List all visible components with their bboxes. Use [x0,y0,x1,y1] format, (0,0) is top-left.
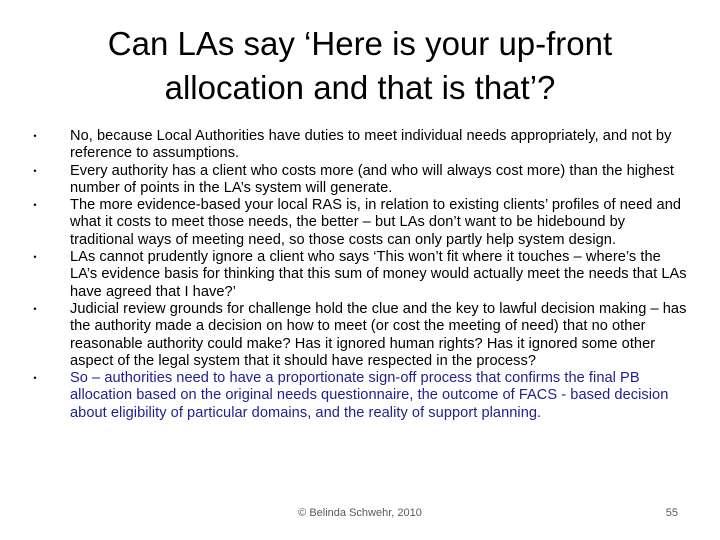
bullet-item-judicial-review [30,301,690,370]
bullet-dot: • [33,373,37,384]
bullet-dot: • [33,252,37,263]
slide-title [40,22,680,110]
bullet-item-duties [30,128,690,163]
bullet-list [30,128,690,422]
bullet-item-evidence-based-ras [30,197,690,249]
bullet-dot: • [33,303,37,314]
bullet-text-highlighted: So – authorities need to have a proportionate sign-off process that confirms the final PB allocation based on the original needs questionnaire, the outcome of FACS - based decision about eligibility of particular domains, and the reality of support planning. [70,370,669,421]
bullet-item-prudent-client [30,249,690,301]
slide-title-line-2: allocation and that is that’? [164,69,556,106]
bullet-dot: • [33,131,37,141]
bullet-text: LAs cannot prudently ignore a client who says ‘This won’t fit where it touches – where’s the LA’s evidence basis for thinking that this sum of money would actually meet the needs that LAs have agreed that I have?’ [70,249,687,300]
bullet-text: The more evidence-based your local RAS is, in relation to existing clients’ profiles of need and what it costs to meet those needs, the better – but LAs don’t want to be hidebound by traditional ways of meeting need, so those costs can only partly help system design. [70,197,682,248]
bullet-item-costly-client [30,163,690,198]
bullet-text: No, because Local Authorities have duties to meet individual needs appropriately, and not by reference to assumptions. [70,128,672,162]
bullet-dot: • [33,165,37,176]
bullet-text: Every authority has a client who costs more (and who will always cost more) than the highest number of points in the LA’s system will generate. [70,162,675,196]
slide-title-line-1: Can LAs say ‘Here is your up-front [107,25,613,62]
page-number: 55 [665,507,678,519]
bullet-item-sign-off-process [30,370,690,422]
bullet-text: Judicial review grounds for challenge hold the clue and the key to lawful decision making – has the authority made a decision on how to meet (or cost the meeting of need) that no other reasonable authority could make? Has it ignored human rights? Has it ignored some other aspect of the legal system that it should have respected in the process? [70,300,687,369]
footer-credit: © Belinda Schwehr, 2010 [298,507,422,519]
bullet-dot: • [33,200,37,211]
